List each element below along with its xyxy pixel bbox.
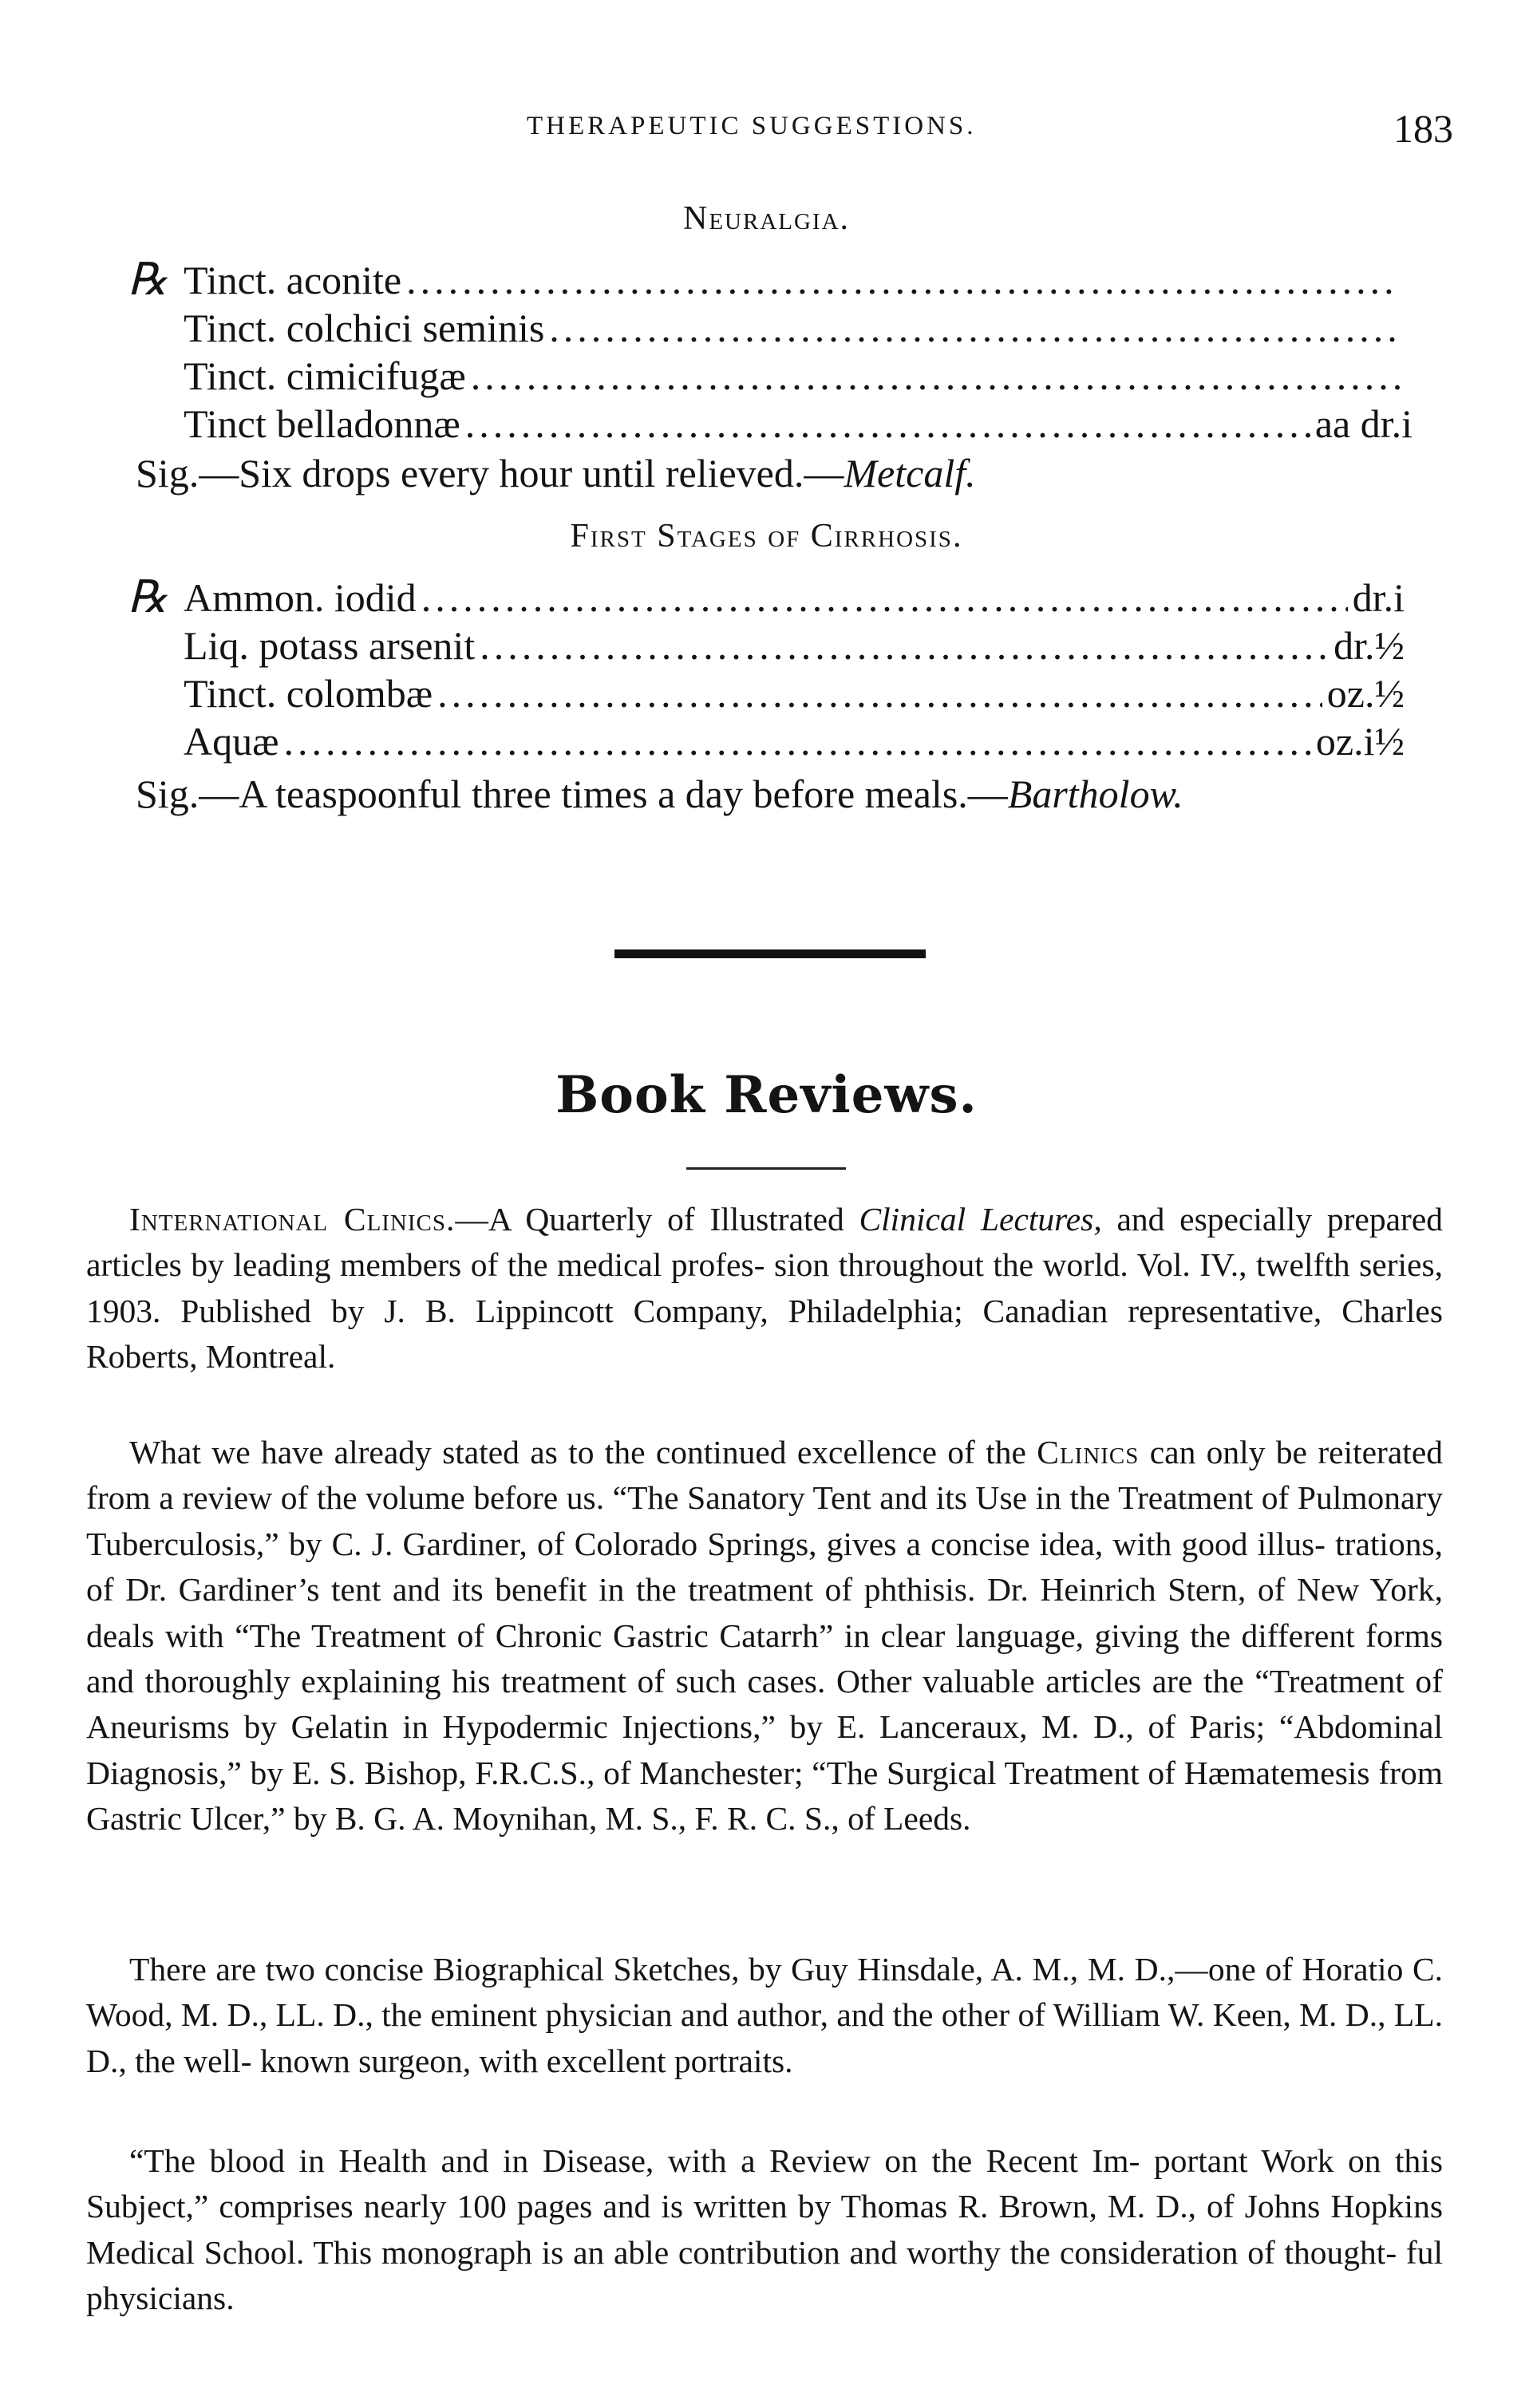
- leader-dots: [406, 257, 1400, 303]
- rx-line: [184, 305, 1405, 353]
- rx-line: [184, 670, 1405, 718]
- review-text: What we have already stated as to the continued excellence of the: [129, 1434, 1037, 1470]
- sig-text: Sig.—Six drops every hour until relieved.—: [136, 451, 844, 495]
- review-paragraph-1: [86, 1197, 1443, 1380]
- rx-line: [184, 257, 1405, 305]
- review-paragraph-4: [86, 2138, 1443, 2322]
- sig-line: [136, 771, 1183, 817]
- cirrhosis-prescription: [128, 574, 1405, 830]
- ingredient-name: Tinct. aconite: [184, 258, 402, 302]
- review-lead: International Clinics.: [129, 1201, 456, 1238]
- clinics-smallcaps: Clinics: [1037, 1434, 1140, 1470]
- author: Bartholow.: [1007, 772, 1183, 816]
- rx-line: [184, 401, 1412, 448]
- leader-dots: [283, 718, 1310, 764]
- ingredient-quantity: dr.i: [1352, 575, 1405, 620]
- leader-dots: [421, 574, 1348, 621]
- section-divider: [614, 949, 926, 958]
- leader-dots: [437, 670, 1322, 716]
- review-text: “The blood in Health and in Disease, with a Review on the Recent Im- portant Work on this Subject,” comprises nearly 100 pages and is written by Thomas R. Brown, M. D., of Johns Hopkins Medical School. This monograph is an able contribution and worthy the consideration of thought- ful physicians.: [86, 2142, 1443, 2317]
- review-paragraph-3: [86, 1947, 1443, 2084]
- ingredient-quantity: oz.i½: [1315, 719, 1405, 764]
- ingredient-quantity: aa dr.i: [1314, 401, 1412, 446]
- running-head: [0, 105, 1533, 153]
- leader-dots: [465, 401, 1310, 447]
- author: Metcalf.: [844, 451, 976, 495]
- review-paragraph-2: [86, 1430, 1443, 1842]
- rx-line: [184, 718, 1405, 766]
- ingredient-name: Tinct belladonnæ: [184, 401, 460, 446]
- ingredient-quantity: oz.½: [1326, 671, 1405, 716]
- ingredient-name: Liq. potass arsenit: [184, 623, 476, 668]
- ingredient-name: Tinct. colchici seminis: [184, 306, 545, 350]
- leader-dots: [480, 622, 1329, 669]
- rx-symbol: ℞: [128, 573, 168, 622]
- review-text: There are two concise Biographical Sketches, by Guy Hinsdale, A. M., M. D.,—one of Horatio C. Wood, M. D., LL. D., the eminent physician and author, and the other of William W. Keen, M. D., LL. D., the well- known surgeon, with excellent portraits.: [86, 1951, 1443, 2079]
- book-reviews-heading: Book Reviews.: [555, 1065, 978, 1125]
- neuralgia-heading: Neuralgia.: [682, 200, 851, 237]
- review-text: —A Quarterly of Illustrated: [455, 1201, 859, 1238]
- ingredient-name: Tinct. cimicifugæ: [184, 353, 466, 398]
- review-text: can only be reiterated from a review of the volume before us. “The Sanatory Tent and its Use in the Treatment of Pulmonary Tuberculosis,” by C. J. Gardiner, of Colorado Springs, gives a concise idea, with good illus- trations, of Dr. Gardiner’s tent and its benefit in the treatment of phthisis. Dr. Heinrich Stern, of New York, deals with “The Treatment of Chronic Gastric Catarrh” in clear language, giving the different forms and thoroughly explaining his treatment of such cases. Other valuable articles are the “Treatment of Aneurisms by Gelatin in Hypodermic Injections,” by E. Lanceraux, M. D., of Paris; “Abdominal Diagnosis,” by E. S. Bishop, F.R.C.S., of Manchester; “The Surgical Treatment of Hæmatemesis from Gastric Ulcer,” by B. G. A. Moynihan, M. S., F. R. C. S., of Leeds.: [86, 1434, 1443, 1838]
- page-number: 183: [1393, 106, 1453, 151]
- leader-dots: [549, 305, 1400, 351]
- ingredient-name: Tinct. colombæ: [184, 671, 433, 716]
- running-title: THERAPEUTIC SUGGESTIONS.: [527, 112, 977, 140]
- rx-line: [184, 353, 1405, 401]
- ingredient-quantity: dr.½: [1333, 623, 1405, 668]
- cirrhosis-heading: First Stages of Cirrhosis.: [570, 518, 963, 555]
- review-italic: Clinical Lectures,: [859, 1201, 1102, 1238]
- sig-line: [136, 450, 976, 496]
- rx-line: [184, 574, 1405, 622]
- leader-dots: [471, 353, 1400, 399]
- sig-text: Sig.—A teaspoonful three times a day before meals.—: [136, 772, 1008, 816]
- rx-symbol: ℞: [128, 255, 168, 305]
- review-text: and especially prepared articles by leading members of the medical profes- sion throughout the world. Vol. IV., twelfth series, 1903. Published by J. B. Lippincott Company, Philadelphia; Canadian representative, Charles Roberts, Montreal.: [86, 1201, 1443, 1376]
- ingredient-name: Aquæ: [184, 719, 279, 764]
- heading-rule: [686, 1167, 846, 1170]
- ingredient-name: Ammon. iodid: [184, 575, 417, 620]
- neuralgia-prescription: [128, 255, 1412, 496]
- rx-line: [184, 622, 1405, 670]
